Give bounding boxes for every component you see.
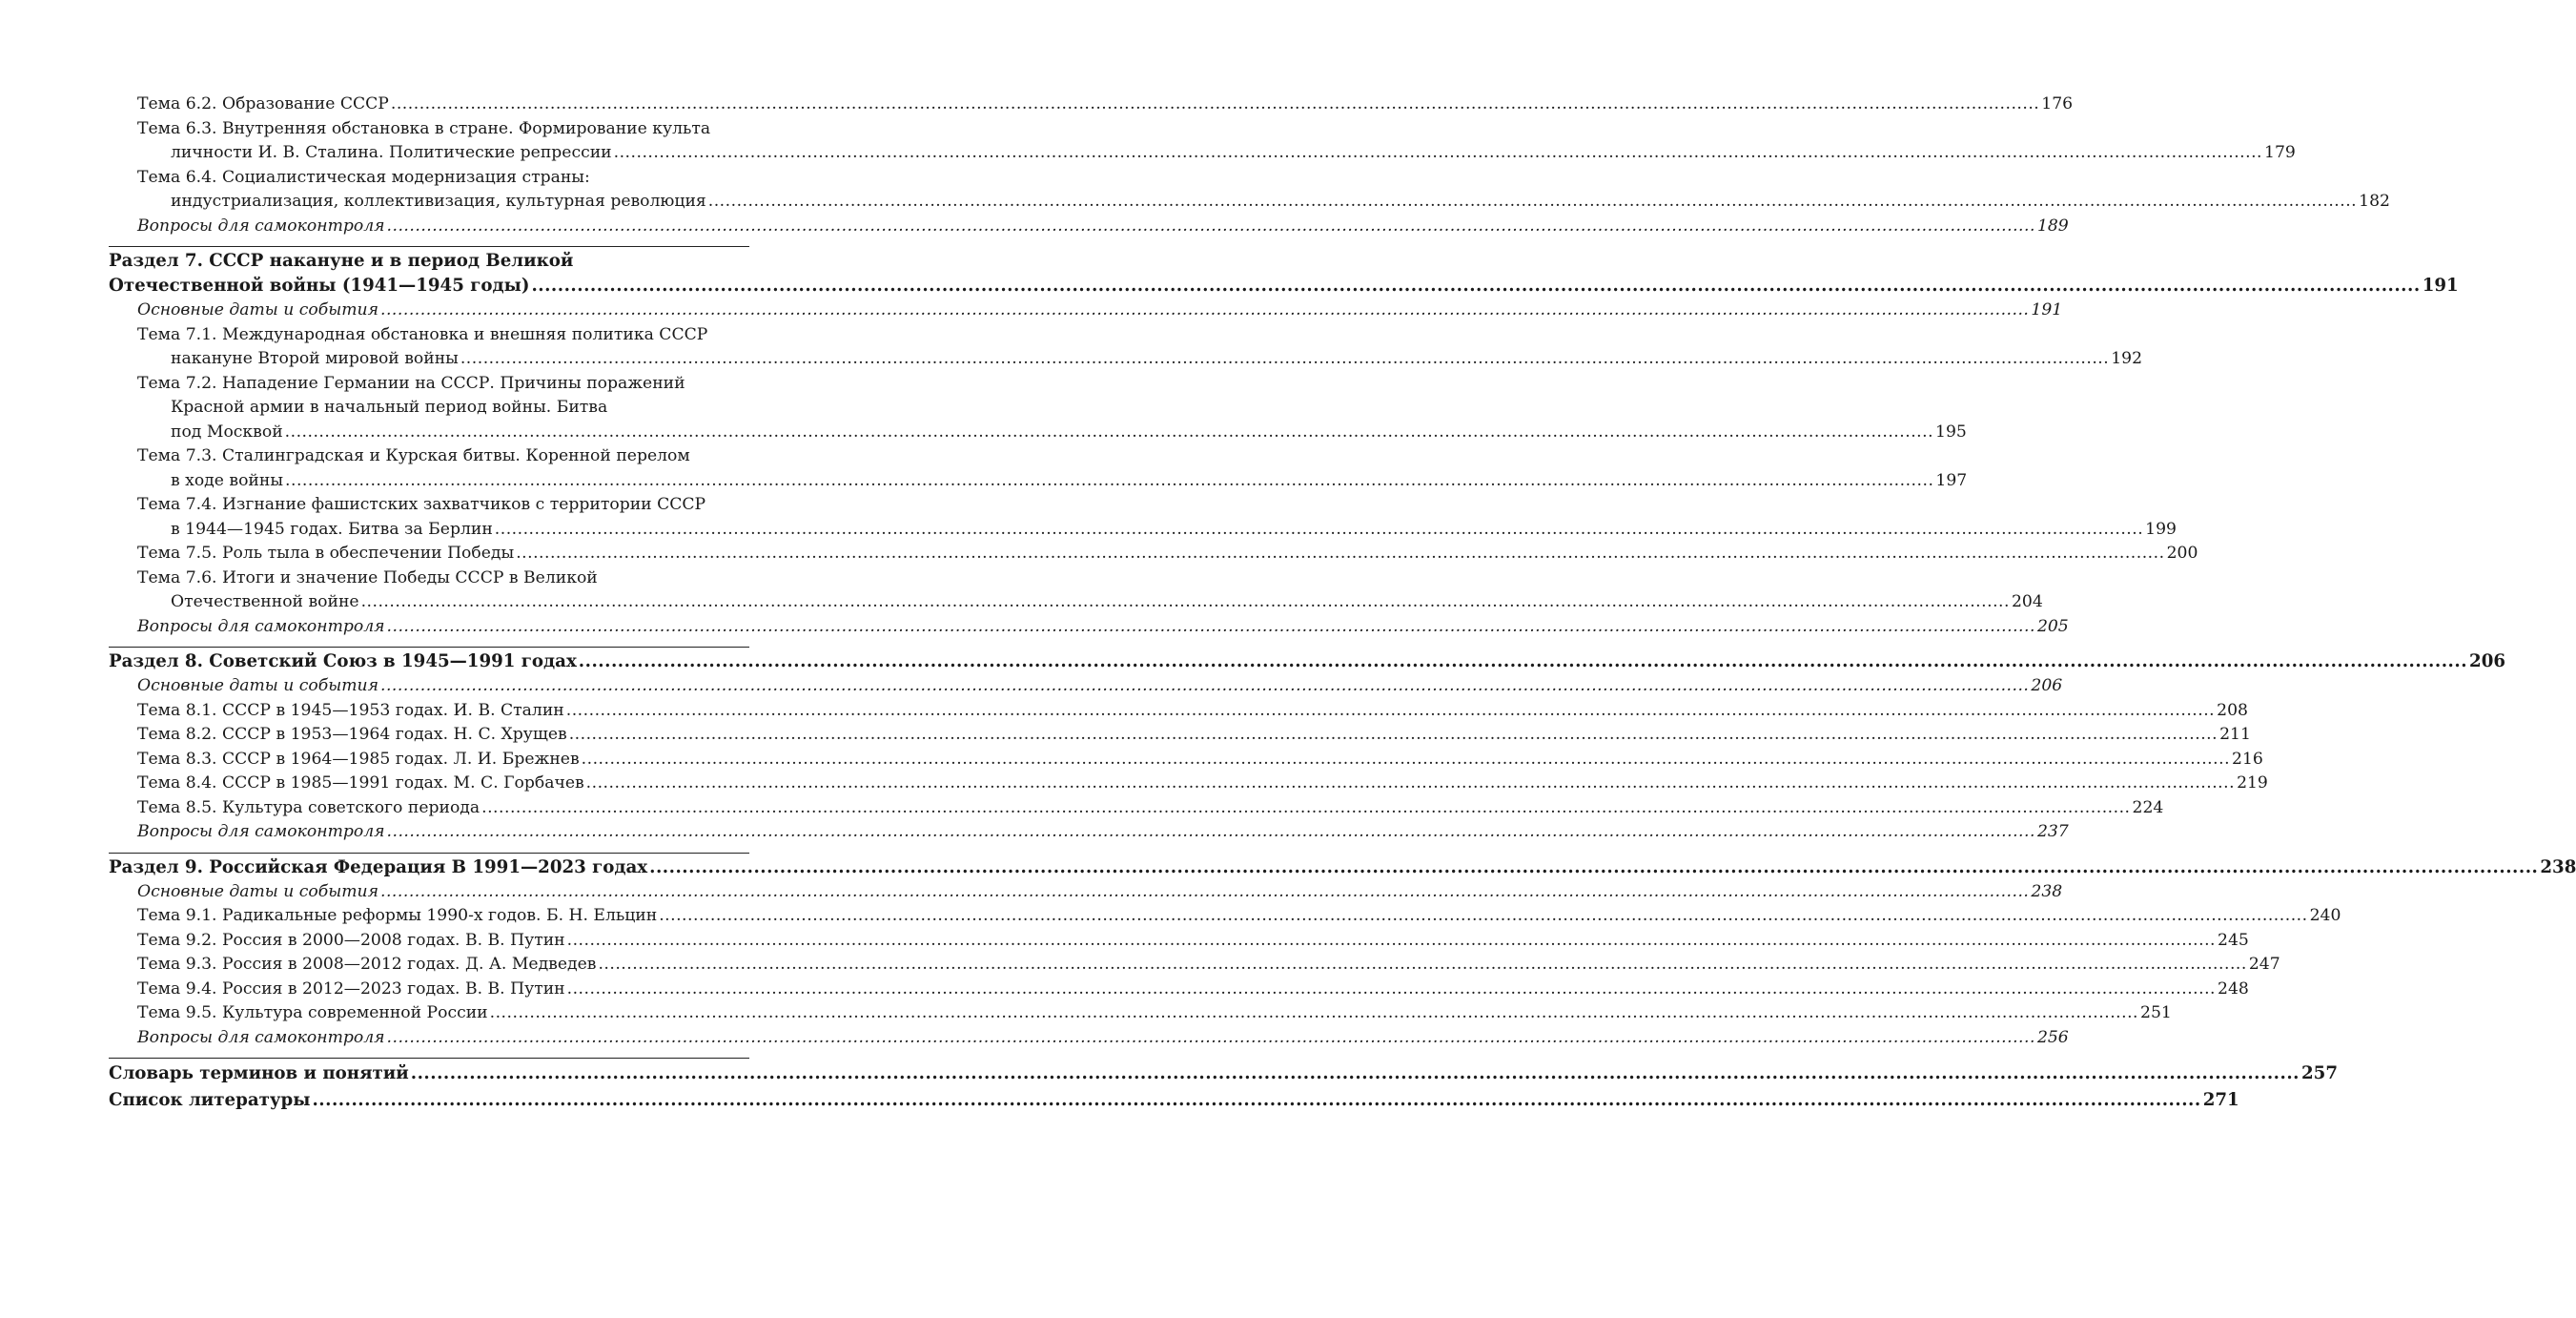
leader-dots: [516, 542, 2164, 566]
toc-entry-topic-9-3[interactable]: [109, 953, 2280, 978]
leader-dots: [598, 953, 2246, 978]
toc-entry-topic-8-1[interactable]: [109, 699, 2248, 724]
entry-title: Тема 7.2. Нападение Германии на СССР. Причины поражений: [137, 373, 685, 393]
toc-entry-topic-9-2[interactable]: [109, 929, 2249, 954]
page-number: 224: [2132, 797, 2164, 817]
toc-entry-references[interactable]: [109, 1087, 2239, 1114]
leader-dots: [411, 1061, 2300, 1087]
entry-title: Тема 6.3. Внутренняя обстановка в стране. Формирование культа: [137, 118, 711, 138]
page-number: 206: [2469, 651, 2506, 671]
leader-dots: [567, 978, 2216, 1002]
leader-dots: [380, 880, 2029, 905]
page-number: 247: [2248, 955, 2280, 974]
page-number: 197: [1935, 470, 1968, 490]
section-title-continuation: Отечественной войны (1941—1945 годы): [109, 276, 530, 296]
page-number: 238: [2540, 856, 2576, 877]
page-number: 219: [2237, 773, 2268, 793]
table-of-contents: [109, 93, 2576, 1114]
toc-entry-topic-6-2[interactable]: [109, 93, 2074, 117]
toc-entry-topic-7-5[interactable]: [109, 542, 2198, 566]
page-number: 271: [2202, 1090, 2239, 1110]
toc-entry-topic-6-3[interactable]: [109, 117, 2296, 166]
leader-dots: [708, 192, 2357, 211]
toc-entry-topic-7-2[interactable]: [109, 372, 1967, 445]
page-number: 191: [2422, 276, 2459, 296]
page-number: 200: [2166, 544, 2198, 563]
entry-title: Тема 9.3. Россия в 2008—2012 годах. Д. А. Медведев: [137, 955, 597, 974]
toc-entry-topic-8-3[interactable]: [109, 748, 2263, 772]
leader-dots: [460, 349, 2109, 368]
entry-title: Тема 9.2. Россия в 2000—2008 годах. В. В. Путин: [137, 930, 565, 950]
entry-title: Тема 7.6. Итоги и значение Победы СССР в Великой: [137, 567, 598, 587]
entry-title: Вопросы для самоконтроля: [137, 616, 385, 636]
leader-dots: [495, 520, 2143, 539]
toc-entry-topic-8-4[interactable]: [109, 772, 2268, 796]
toc-entry-topic-9-1[interactable]: [109, 904, 2341, 929]
leader-dots: [391, 93, 2039, 117]
entry-title: Тема 9.4. Россия в 2012—2023 годах. В. В. Путин: [137, 978, 565, 999]
toc-entry-topic-7-6[interactable]: [109, 566, 2043, 615]
toc-entry-dates-9[interactable]: [109, 880, 2063, 905]
entry-title: Словарь терминов и понятий: [109, 1063, 409, 1083]
toc-entry-dates-7[interactable]: [109, 299, 2063, 323]
leader-dots: [387, 215, 2035, 239]
entry-title: Тема 6.2. Образование СССР: [137, 94, 389, 113]
section-divider: [109, 246, 749, 247]
leader-dots: [490, 1001, 2138, 1026]
toc-entry-topic-7-4[interactable]: [109, 493, 2177, 542]
entry-title: Тема 9.5. Культура современной России: [137, 1003, 488, 1022]
entry-title: Вопросы для самоконтроля: [137, 1027, 385, 1047]
leader-dots: [285, 471, 1933, 490]
page-number: 248: [2218, 978, 2249, 999]
leader-dots: [531, 274, 2420, 299]
toc-entry-glossary[interactable]: [109, 1061, 2338, 1087]
entry-title: Тема 6.4. Социалистическая модернизация страны:: [137, 167, 590, 187]
leader-dots: [387, 615, 2035, 640]
toc-section-7[interactable]: [109, 249, 2459, 299]
entry-title: Тема 7.1. Международная обстановка и внешняя политика СССР: [137, 324, 708, 344]
page-number: 216: [2232, 749, 2263, 769]
leader-dots: [387, 1026, 2035, 1051]
page-number: 206: [2031, 676, 2063, 695]
leader-dots: [586, 772, 2235, 796]
page-number: 189: [2036, 216, 2069, 236]
leader-dots: [566, 699, 2215, 724]
entry-title: Вопросы для самоконтроля: [137, 216, 385, 236]
page-number: 251: [2140, 1003, 2172, 1022]
entry-title: Тема 8.2. СССР в 1953—1964 годах. Н. С. Хрущев: [137, 725, 567, 744]
entry-title-continuation: индустриализация, коллективизация, культурная революция: [171, 192, 706, 211]
page-number: 204: [2011, 592, 2043, 611]
page-number: 245: [2218, 930, 2249, 950]
toc-entry-topic-9-4[interactable]: [109, 978, 2249, 1002]
entry-title: Основные даты и события: [137, 676, 378, 695]
toc-entry-topic-7-1[interactable]: [109, 323, 2143, 372]
section-title: Раздел 7. СССР накануне и в период Великой: [109, 251, 574, 271]
toc-entry-topic-6-4[interactable]: [109, 166, 2390, 215]
page-number: 191: [2031, 300, 2063, 319]
leader-dots: [582, 748, 2230, 772]
entry-title-continuation: под Москвой: [171, 422, 283, 442]
toc-section-8[interactable]: [109, 649, 2506, 674]
leader-dots: [361, 592, 2010, 611]
leader-dots: [659, 904, 2307, 929]
page-number: 240: [2309, 906, 2341, 925]
leader-dots: [380, 299, 2029, 323]
section-divider: [109, 853, 749, 854]
leader-dots: [481, 796, 2130, 821]
toc-entry-questions-8[interactable]: [109, 820, 2069, 845]
page-number: 192: [2111, 349, 2143, 368]
entry-title-continuation: в ходе войны: [171, 470, 284, 490]
page-number: 179: [2264, 143, 2296, 162]
entry-title-continuation: Отечественной войне: [171, 592, 359, 611]
section-title: Раздел 8. Советский Союз в 1945—1991 годах: [109, 651, 577, 671]
page-number: 176: [2041, 94, 2074, 113]
entry-title-continuation: накануне Второй мировой войны: [171, 349, 459, 368]
page-number: 199: [2145, 519, 2177, 539]
leader-dots: [312, 1087, 2200, 1114]
entry-title: Основные даты и события: [137, 881, 378, 901]
page-number: 182: [2359, 192, 2390, 211]
toc-section-9[interactable]: [109, 855, 2576, 880]
page-number: 211: [2219, 725, 2251, 744]
entry-title: Тема 9.1. Радикальные реформы 1990-х годов. Б. Н. Ельцин: [137, 906, 658, 925]
entry-title: Вопросы для самоконтроля: [137, 822, 385, 841]
toc-entry-questions-6[interactable]: [109, 215, 2069, 239]
leader-dots: [614, 143, 2262, 162]
entry-title-continuation: в 1944—1945 годах. Битва за Берлин: [171, 519, 493, 539]
leader-dots: [579, 649, 2467, 674]
page-number: 208: [2217, 700, 2248, 720]
entry-title-continuation: Красной армии в начальный период войны. Битва: [171, 398, 608, 417]
section-divider: [109, 647, 749, 648]
leader-dots: [567, 929, 2216, 954]
section-title: Раздел 9. Российская Федерация В 1991—2023 годах: [109, 856, 648, 877]
page-number: 237: [2036, 822, 2069, 841]
leader-dots: [285, 422, 1933, 442]
toc-entry-dates-8[interactable]: [109, 674, 2063, 699]
page-number: 257: [2301, 1063, 2338, 1083]
entry-title: Тема 8.5. Культура советского периода: [137, 797, 480, 817]
page-number: 256: [2036, 1027, 2069, 1047]
entry-title: Список литературы: [109, 1090, 311, 1110]
leader-dots: [569, 723, 2218, 748]
section-divider: [109, 1058, 749, 1059]
entry-title: Тема 8.1. СССР в 1945—1953 годах. И. В. Сталин: [137, 700, 564, 720]
entry-title: Тема 8.3. СССР в 1964—1985 годах. Л. И. Брежнев: [137, 749, 580, 769]
entry-title-continuation: личности И. В. Сталина. Политические репрессии: [171, 143, 612, 162]
toc-entry-topic-8-5[interactable]: [109, 796, 2164, 821]
entry-title: Тема 7.4. Изгнание фашистских захватчиков с территории СССР: [137, 495, 706, 514]
toc-entry-questions-9[interactable]: [109, 1026, 2069, 1051]
page-number: 205: [2036, 616, 2069, 636]
page-number: 195: [1935, 422, 1967, 442]
entry-title: Тема 7.5. Роль тыла в обеспечении Победы: [137, 544, 515, 563]
entry-title: Основные даты и события: [137, 300, 378, 319]
leader-dots: [649, 855, 2538, 880]
leader-dots: [387, 820, 2035, 845]
entry-title: Тема 7.3. Сталинградская и Курская битвы. Коренной перелом: [137, 446, 690, 465]
page-number: 238: [2031, 881, 2063, 901]
toc-entry-topic-7-3[interactable]: [109, 444, 1968, 493]
leader-dots: [380, 674, 2029, 699]
toc-entry-topic-9-5[interactable]: [109, 1001, 2172, 1026]
toc-entry-topic-8-2[interactable]: [109, 723, 2251, 748]
toc-entry-questions-7[interactable]: [109, 615, 2069, 640]
entry-title: Тема 8.4. СССР в 1985—1991 годах. М. С. Горбачев: [137, 773, 584, 793]
